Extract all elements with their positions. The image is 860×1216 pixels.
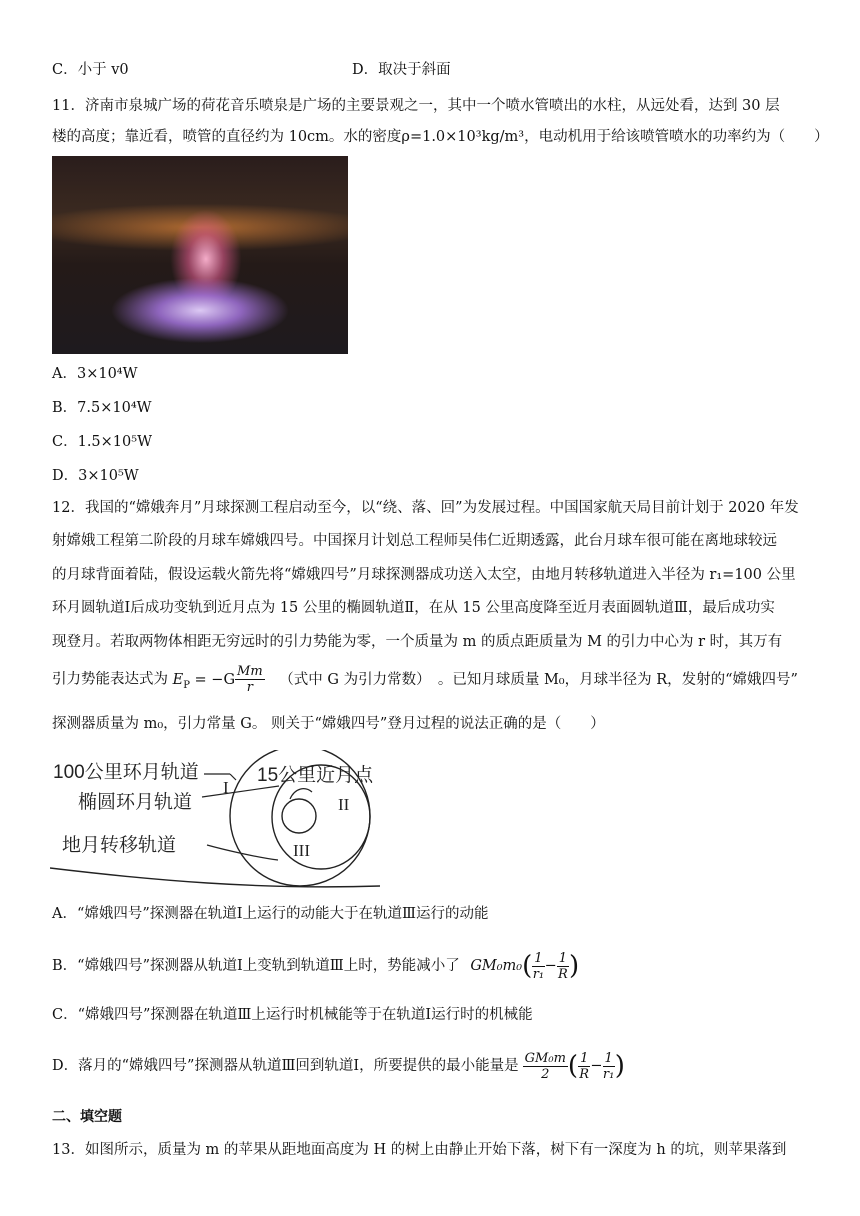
transfer-orbit-curve	[50, 868, 380, 887]
option-c-prev: C．小于 v0	[52, 62, 129, 78]
q11-option-a: A．3×10⁴W	[52, 366, 138, 382]
q12-line7: 探测器质量为 m₀，引力常量 G。 则关于“嫦娥四号”登月过程的说法正确的是（ ）	[52, 716, 605, 732]
fountain-photo	[52, 156, 348, 354]
label-15km-perilune: 15公里近月点	[257, 765, 374, 786]
q12-option-d-text: D．落月的“嫦娥四号”探测器从轨道Ⅲ回到轨道Ⅰ，所要提供的最小能量是	[52, 1058, 519, 1074]
label-ellipse-orbit: 椭圆环月轨道	[78, 792, 193, 813]
label-transfer-orbit: 地月转移轨道	[62, 835, 177, 856]
q11-line1: 11．济南市泉城广场的荷花音乐喷泉是广场的主要景观之一，其中一个喷水管喷出的水柱，从远处看，达到 30 层	[52, 98, 780, 114]
label-roman-3: III	[293, 841, 310, 860]
label-roman-1: I	[223, 778, 229, 797]
q12-option-a: A．“嫦娥四号”探测器在轨道Ⅰ上运行的动能大于在轨道Ⅲ运行的动能	[52, 906, 489, 922]
orbit-circle-iii	[282, 799, 316, 833]
label-roman-2: II	[338, 795, 350, 814]
q13-line1: 13．如图所示，质量为 m 的苹果从距地面高度为 H 的树上由静止开始下落，树下有一深度为 h 的坑，则苹果落到	[52, 1142, 787, 1158]
q11-option-d: D．3×10⁵W	[52, 468, 139, 484]
q12-line3: 的月球背面着陆，假设运载火箭先将“嫦娥四号”月球探测器成功送入太空，由地月转移轨道进入半径为 r₁=100 公里	[52, 567, 796, 583]
q12-option-b-formula: GM₀m₀	[470, 958, 523, 974]
leader-100b	[230, 774, 236, 780]
section-heading: 二、填空题	[52, 1109, 122, 1125]
orbit-diagram	[50, 750, 380, 900]
q12-option-c: C．“嫦娥四号”探测器在轨道Ⅲ上运行时机械能等于在轨道Ⅰ运行时的机械能	[52, 1007, 533, 1023]
leader-transfer	[207, 845, 278, 860]
q11-line2: 楼的高度；靠近看，喷管的直径约为 10cm。水的密度ρ=1.0×10³kg/m³，电动机用于给该喷管喷水的功率约为（ ）	[52, 129, 829, 145]
q12-line4: 环月圆轨道Ⅰ后成功变轨到近月点为 15 公里的椭圆轨道Ⅱ，在从 15 公里高度降至近月表面圆轨道Ⅲ，最后成功实	[52, 600, 775, 616]
leader-ellipse	[202, 786, 279, 797]
potential-energy-formula: $E_P = -G$ $\frac{Mm}{r}$	[172, 664, 263, 695]
q12-line2: 射嫦娥工程第二阶段的月球车嫦娥四号。中国探月计划总工程师吴伟仁近期透露，此台月球车很可能在离地球较远	[52, 533, 777, 549]
q12-option-b-text: B．“嫦娥四号”探测器从轨道Ⅰ上变轨到轨道Ⅲ上时，势能减小了	[52, 958, 460, 974]
q12-option-b: B．“嫦娥四号”探测器从轨道Ⅰ上变轨到轨道Ⅲ上时，势能减小了 GM₀m₀( $\frac{1}{\text{r₁}}$ − $\frac{1}{R}$ )	[52, 950, 580, 982]
q12-line6	[52, 664, 798, 700]
q11-option-b: B．7.5×10⁴W	[52, 400, 152, 416]
q12-line5: 现登月。若取两物体相距无穷远时的引力势能为零，一个质量为 m 的质点距质量为 M 的引力中心为 r 时，其万有	[52, 634, 783, 650]
leader-15	[290, 789, 312, 799]
q12-line6-text-b: （式中 G 为引力常数） 。已知月球质量 M₀，月球半径为 R，发射的“嫦娥四号”	[279, 671, 798, 688]
option-d-prev: D．取决于斜面	[352, 62, 451, 78]
q12-option-d: D．落月的“嫦娥四号”探测器从轨道Ⅲ回到轨道Ⅰ，所要提供的最小能量是 $\frac{\text{GM₀m}}{2}$ ( $\frac{1}{R}$ − $\frac{1}{\text{r₁}}$ )	[52, 1050, 625, 1082]
q12-line1: 12．我国的“嫦娥奔月”月球探测工程启动至今，以“绕、落、回”为发展过程。中国国家航天局目前计划于 2020 年发	[52, 500, 799, 516]
label-100km-orbit: 100公里环月轨道	[53, 762, 199, 783]
q12-line6-text-a: 引力势能表达式为	[52, 671, 168, 688]
q11-option-c: C．1.5×10⁵W	[52, 434, 152, 450]
